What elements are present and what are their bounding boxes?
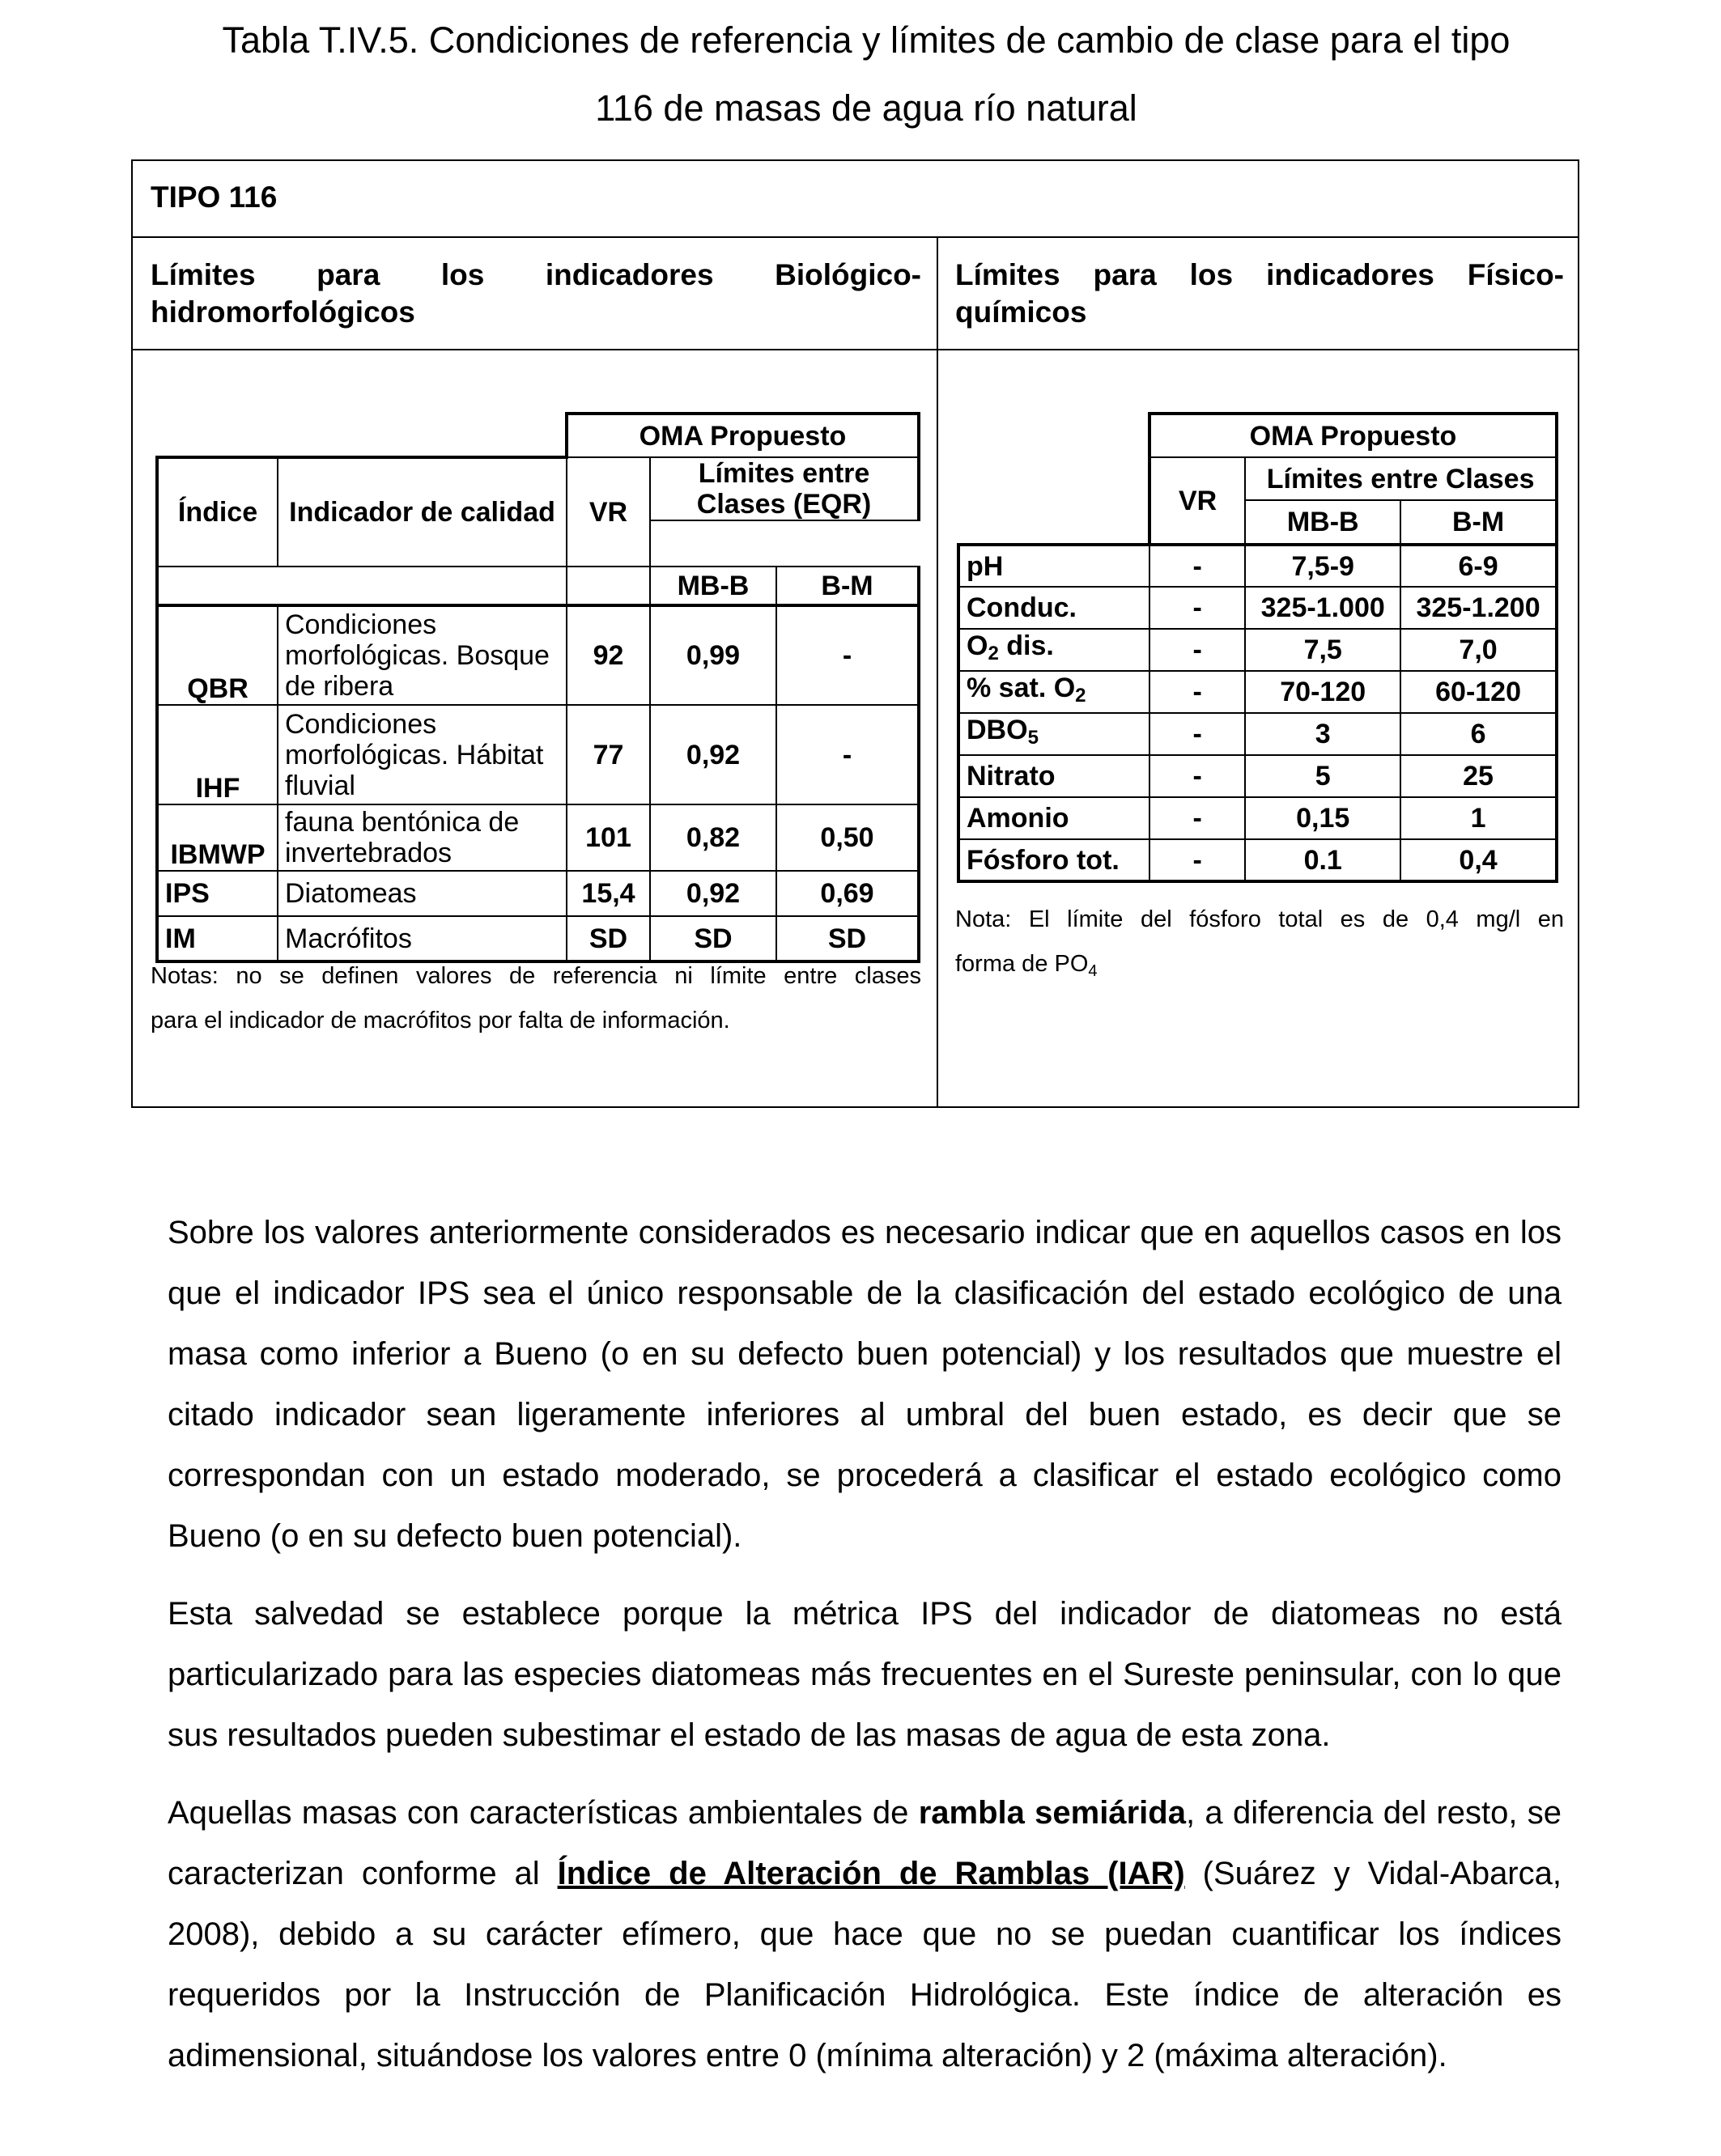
fq-row-mbb: 7,5-9 [1245, 545, 1400, 587]
fq-row-vr: - [1149, 755, 1245, 797]
row-vr: 15,4 [567, 871, 650, 916]
table-row [958, 587, 1557, 629]
table-row [958, 755, 1557, 797]
row-mbb: 0,99 [650, 605, 776, 705]
fq-row-bm: 25 [1400, 755, 1557, 797]
row-vr: 77 [567, 705, 650, 804]
bio-header-line-1: Límites para los indicadores Biológico- [151, 258, 921, 291]
fq-row-param: Conduc. [958, 587, 1149, 629]
row-bm: SD [776, 916, 919, 961]
fq-row-mbb: 5 [1245, 755, 1400, 797]
table-row [157, 871, 919, 916]
paragraph-1: Sobre los valores anteriormente considerados es necesario indicar que en aquellos casos en los que el indicador IPS sea el único responsable de la clasificación del estado ecológico de una masa como inferior a Bueno (o en su defecto buen potencial) y los resultados que muestre el citado indicador sean ligeramente inferiores al umbral del buen estado, es decir que se correspondan con un estado moderado, se procederá a clasificar el estado ecológico como Bueno (o en su defecto buen potencial). [168, 1215, 1562, 1554]
fq-col-mbb-header: MB-B [1245, 500, 1400, 545]
fq-header-line-1: Límites para los indicadores Físico- [955, 258, 1564, 291]
fq-row-param: Nitrato [958, 755, 1149, 797]
row-indice: IBMWP [157, 804, 278, 871]
row-bm: - [776, 605, 919, 705]
fq-row-vr: - [1149, 839, 1245, 881]
fq-row-param: % sat. $O_2$ [958, 671, 1149, 713]
fq-row-bm: 325-1.200 [1400, 587, 1557, 629]
fq-row-vr: - [1149, 797, 1245, 839]
fq-row-mbb: 70-120 [1245, 671, 1400, 713]
fq-row-param: Fósforo tot. [958, 839, 1149, 881]
fq-col-vr-header: VR [1149, 457, 1245, 545]
row-vr: 92 [567, 605, 650, 705]
table-row [958, 797, 1557, 839]
table-row [958, 545, 1557, 587]
fq-row-mbb: 0.1 [1245, 839, 1400, 881]
fq-table-note [955, 898, 1564, 994]
table-row [157, 605, 919, 705]
table-row [157, 705, 919, 804]
fq-row-bm: 7,0 [1400, 629, 1557, 671]
body-text [168, 1203, 1562, 2103]
fq-row-bm: 6 [1400, 713, 1557, 755]
fq-col-limites-header: Límites entre Clases [1245, 457, 1557, 500]
iar-link[interactable]: Índice de Alteración de Ramblas (IAR) [557, 1856, 1185, 1891]
col-indicador-header: Indicador de calidad [278, 457, 567, 567]
fq-row-param: Amonio [958, 797, 1149, 839]
row-indice: IPS [157, 871, 278, 916]
bio-table-note [151, 954, 921, 1043]
fq-row-vr: - [1149, 587, 1245, 629]
table-row [958, 839, 1557, 881]
bio-table [155, 412, 920, 963]
fq-row-mbb: 325-1.000 [1245, 587, 1400, 629]
row-indice: QBR [157, 605, 278, 705]
fq-col-bm-header: B-M [1400, 500, 1557, 545]
col-limites-header: Límites entre Clases (EQR) [650, 457, 919, 520]
row-indicador: Macrófitos [278, 916, 567, 961]
row-indicador: Diatomeas [278, 871, 567, 916]
bio-note-line-1: Notas: no se definen valores de referencia ni límite entre clases [151, 963, 921, 989]
column-divider [937, 236, 938, 1108]
fq-row-bm: 1 [1400, 797, 1557, 839]
rambla-semiarida-term: rambla semiárida [918, 1795, 1186, 1831]
row-indicador: fauna bentónica de invertebrados [278, 804, 567, 871]
paragraph-2: Esta salvedad se establece porque la métrica IPS del indicador de diatomeas no está particularizado para las especies diatomeas más frecuentes en el Sureste peninsular, con lo que sus resultados pueden subestimar el estado de las masas de agua de esta zona. [168, 1596, 1562, 1753]
fq-row-param: pH [958, 545, 1149, 587]
col-vr-header: VR [567, 457, 650, 567]
table-row [157, 804, 919, 871]
fq-header-line-2: químicos [955, 295, 1087, 329]
table-caption [134, 6, 1599, 142]
bio-header-line-2: hidromorfológicos [151, 295, 415, 329]
fq-group-header: OMA Propuesto [1149, 414, 1557, 457]
row-indice: IM [157, 916, 278, 961]
fq-table [957, 412, 1558, 883]
bio-group-header: OMA Propuesto [567, 414, 919, 457]
table-row [958, 671, 1557, 713]
fq-row-bm: 6-9 [1400, 545, 1557, 587]
col-mbb-header: MB-B [650, 567, 776, 605]
row-mbb: SD [650, 916, 776, 961]
fq-row-vr: - [1149, 713, 1245, 755]
row-indicador: Condiciones morfológicas. Hábitat fluvial [278, 705, 567, 804]
row-bm: - [776, 705, 919, 804]
row-mbb: 0,92 [650, 705, 776, 804]
fq-row-bm: 0,4 [1400, 839, 1557, 881]
paragraph-3: Aquellas masas con características ambientales de rambla semiárida, a diferencia del resto, se caracterizan conforme al Índice de Alteración de Ramblas (IAR) (Suárez y Vidal-Abarca, 2008), debido a su carácter efímero, que hace que no se puedan cuantificar los índices requeridos por la Instrucción de Planificación Hidrológica. Este índice de alteración es adimensional, situándose los valores entre 0 (mínima alteración) y 2 (máxima alteración). [168, 1795, 1562, 2073]
table-row [958, 629, 1557, 671]
fq-section-header [955, 257, 1564, 331]
row-bm: 0,50 [776, 804, 919, 871]
fq-row-vr: - [1149, 545, 1245, 587]
fq-row-mbb: 3 [1245, 713, 1400, 755]
divider-under-headers [133, 349, 1578, 350]
row-bm: 0,69 [776, 871, 919, 916]
fq-row-param: $O_2$ dis. [958, 629, 1149, 671]
row-indice: IHF [157, 705, 278, 804]
table-row [958, 713, 1557, 755]
caption-line-2: 116 de masas de agua río natural [595, 87, 1137, 129]
row-indicador: Condiciones morfológicas. Bosque de ribera [278, 605, 567, 705]
col-bm-header: B-M [776, 567, 919, 605]
fq-row-vr: - [1149, 671, 1245, 713]
bio-note-line-2: para el indicador de macrófitos por falta de información. [151, 1008, 730, 1033]
fq-note-line-1: Nota: El límite del fósforo total es de 0,4 mg/l en [955, 906, 1564, 932]
bio-section-header [151, 257, 921, 331]
caption-line-1: Tabla T.IV.5. Condiciones de referencia y límites de cambio de clase para el tipo [222, 19, 1511, 61]
divider-under-tipo [133, 236, 1578, 238]
row-vr: 101 [567, 804, 650, 871]
fq-row-param: $DBO_5$ [958, 713, 1149, 755]
row-mbb: 0,92 [650, 871, 776, 916]
row-mbb: 0,82 [650, 804, 776, 871]
fq-row-vr: - [1149, 629, 1245, 671]
row-vr: SD [567, 916, 650, 961]
fq-row-bm: 60-120 [1400, 671, 1557, 713]
fq-row-mbb: 7,5 [1245, 629, 1400, 671]
fq-row-mbb: 0,15 [1245, 797, 1400, 839]
tipo-116-frame [131, 159, 1579, 1108]
col-indice-header: Índice [157, 457, 278, 567]
fq-note-line-2: forma de $PO_4$ [955, 951, 1098, 980]
tipo-label: TIPO 116 [151, 180, 278, 214]
